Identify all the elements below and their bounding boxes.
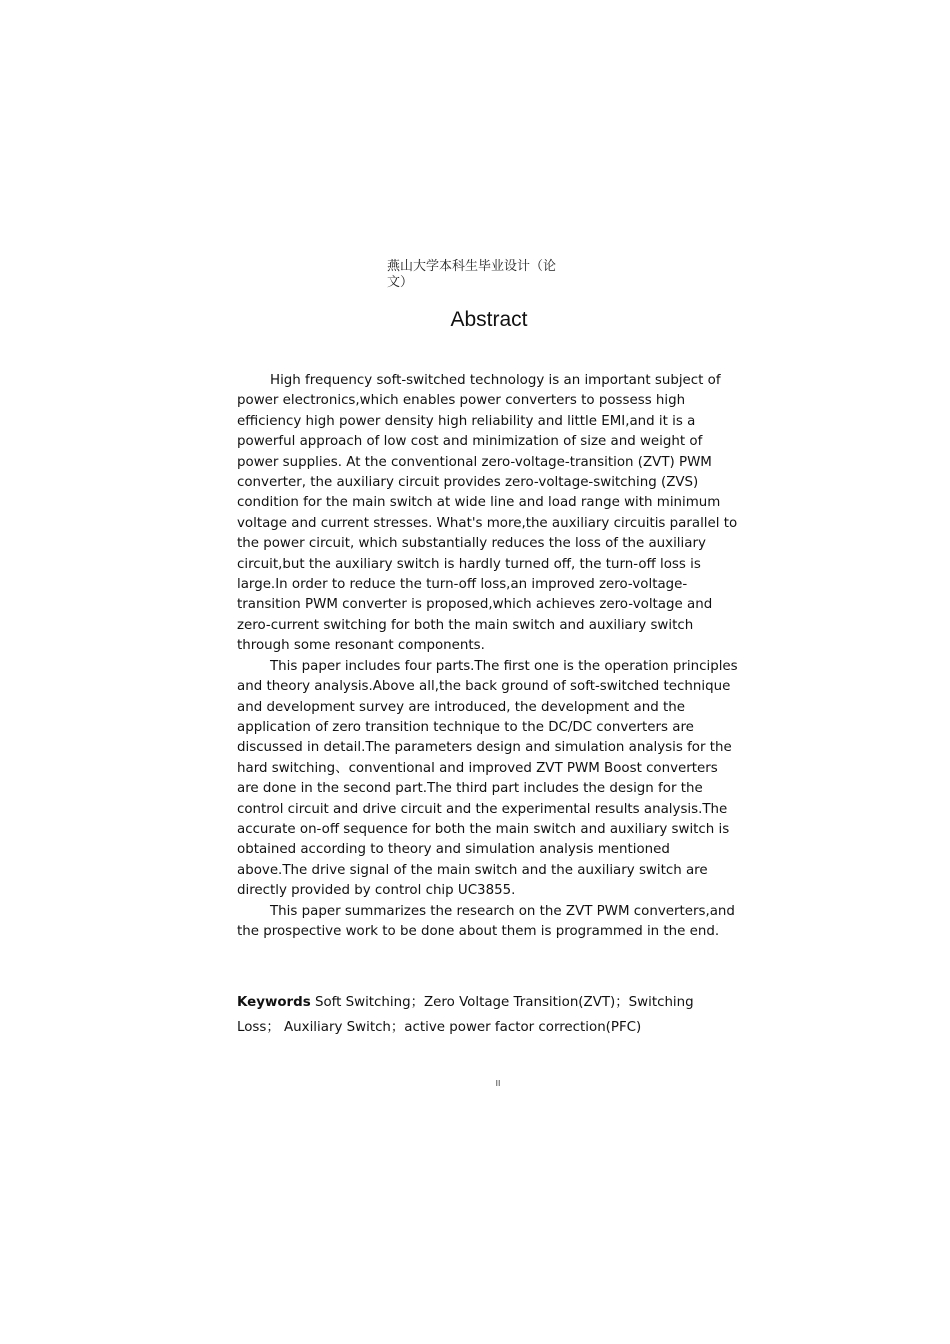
abstract-title: Abstract bbox=[450, 308, 528, 331]
running-header: 燕山大学本科生毕业设计（论文） bbox=[387, 259, 557, 290]
abstract-paragraph-2: This paper includes four parts.The first one is the operation principles and theory analysis.Above all,the back ground of soft-switched technique and development survey are introduced, the development and the application of zero transition technique to the DC/DC converters are discussed in detail.The parameters design and simulation analysis for the hard switching、conventional and improved ZVT PWM Boost converters are done in the second part.The third part includes the design for the control circuit and drive circuit and the experimental results analysis.The accurate on-off sequence for both the main switch and auxiliary switch is obtained according to theory and simulation analysis mentioned above.The drive signal of the main switch and the auxiliary switch are directly provided by control chip UC3855. bbox=[237, 658, 738, 899]
keywords-list: Soft Switching；Zero Voltage Transition(ZVT)；Switching Loss； Auxiliary Switch；active power factor correction(PFC) bbox=[237, 995, 694, 1035]
keywords-label: Keywords bbox=[237, 995, 311, 1010]
page-number: II bbox=[495, 1079, 501, 1088]
abstract-paragraph-3: This paper summarizes the research on the ZVT PWM converters,and the prospective work to be done about them is programmed in the end. bbox=[237, 903, 735, 939]
keywords-section bbox=[237, 991, 739, 1040]
abstract-body bbox=[237, 371, 739, 942]
abstract-paragraph-1: High frequency soft-switched technology is an important subject of power electronics,which enables power converters to possess high efficiency high power density high reliability and little EMI,and it is a powerful approach of low cost and minimization of size and weight of power supplies. At the conventional zero-voltage-transition (ZVT) PWM converter, the auxiliary circuit provides zero-voltage-switching (ZVS) condition for the main switch at wide line and load range with minimum voltage and current stresses. What's more,the auxiliary circuitis parallel to the power circuit, which substantially reduces the loss of the auxiliary circuit,but the auxiliary switch is hardly turned off, the turn-off loss is large.In order to reduce the turn-off loss,an improved zero-voltage-transition PWM converter is proposed,which achieves zero-voltage and zero-current switching for both the main switch and auxiliary switch through some resonant components. bbox=[237, 373, 738, 654]
